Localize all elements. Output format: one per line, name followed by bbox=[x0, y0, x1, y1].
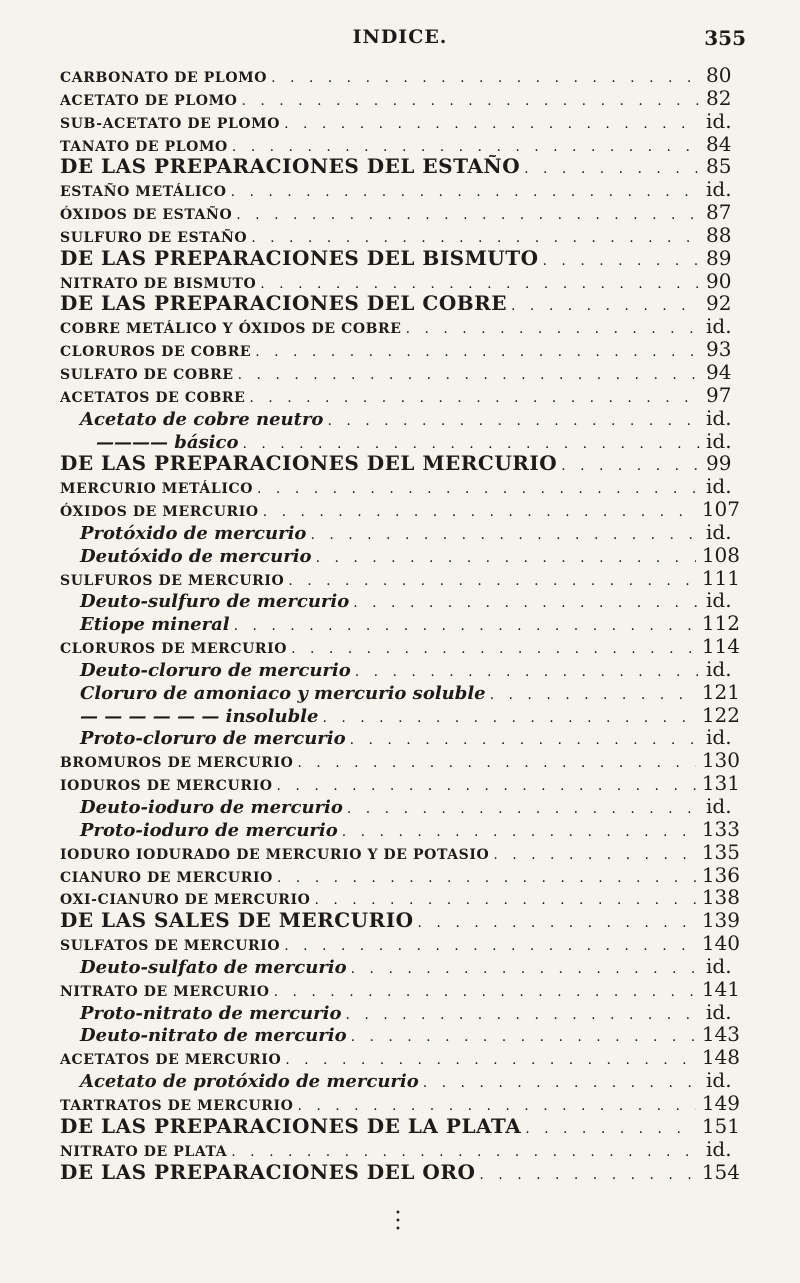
dot-leader bbox=[256, 273, 700, 293]
toc-entry bbox=[60, 818, 740, 841]
dot-leader bbox=[306, 524, 700, 544]
toc-entry bbox=[60, 681, 740, 704]
toc-entry-title: CLORUROS DE MERCURIO bbox=[60, 641, 288, 658]
dot-leader bbox=[507, 295, 700, 315]
dot-leader bbox=[237, 90, 700, 110]
toc-entry bbox=[60, 1138, 740, 1161]
dot-leader bbox=[521, 1118, 696, 1138]
toc-entry bbox=[60, 521, 740, 544]
dot-leader bbox=[557, 455, 700, 475]
dot-leader bbox=[520, 158, 700, 178]
toc-entry bbox=[60, 270, 740, 293]
dot-leader bbox=[227, 1141, 700, 1161]
toc-entry-page: 151 bbox=[701, 1114, 740, 1138]
toc-entry-page: id. bbox=[706, 475, 732, 499]
toc-entry-title: DE LAS PREPARACIONES DE LA PLATA bbox=[60, 1114, 522, 1138]
toc-entry bbox=[60, 932, 740, 955]
toc-entry bbox=[60, 955, 740, 978]
toc-entry bbox=[60, 841, 740, 864]
toc-entry-title: ESTAÑO METÁLICO bbox=[60, 184, 227, 201]
toc-entry-page: 114 bbox=[701, 635, 740, 658]
toc-entry bbox=[60, 1023, 740, 1046]
toc-entry-page: 133 bbox=[701, 817, 740, 841]
dot-leader bbox=[341, 1004, 700, 1024]
toc-entry-page: id. bbox=[706, 520, 732, 544]
dot-leader bbox=[280, 935, 696, 955]
dot-leader bbox=[227, 181, 700, 201]
toc-entry-page: 94 bbox=[706, 360, 732, 384]
toc-entry-page: 135 bbox=[701, 840, 740, 864]
toc-entry bbox=[60, 452, 740, 475]
toc-entry bbox=[60, 1161, 740, 1184]
toc-entry-title: NITRATO DE BISMUTO bbox=[60, 275, 257, 292]
toc-entry bbox=[60, 315, 740, 338]
toc-entry bbox=[60, 1001, 740, 1024]
toc-entry-title: Acetato de cobre neutro bbox=[80, 408, 324, 430]
toc-entry-page: 107 bbox=[701, 498, 740, 521]
toc-entry-title: CIANURO DE MERCURIO bbox=[60, 869, 273, 886]
toc-entry-page: 97 bbox=[706, 383, 732, 407]
toc-entry bbox=[60, 224, 740, 247]
toc-entry bbox=[60, 704, 740, 727]
toc-entry-title: COBRE METÁLICO Y ÓXIDOS DE COBRE bbox=[60, 321, 402, 338]
dot-leader bbox=[253, 478, 700, 498]
dot-leader bbox=[310, 889, 695, 909]
toc-entry-page: 82 bbox=[706, 86, 732, 110]
toc-entry bbox=[60, 795, 740, 818]
toc-entry bbox=[60, 155, 740, 178]
toc-entry-title: Cloruro de amoniaco y mercurio soluble bbox=[80, 682, 486, 704]
toc-entry-title: Deuto-cloruro de mercurio bbox=[80, 659, 351, 681]
toc-entry-page: 112 bbox=[701, 612, 740, 636]
toc-entry-page: id. bbox=[706, 315, 732, 339]
toc-entry-page: 80 bbox=[706, 64, 732, 87]
toc-entry bbox=[60, 133, 740, 156]
dot-leader bbox=[414, 912, 696, 932]
dot-leader bbox=[228, 136, 700, 156]
toc-entry-title: CARBONATO DE PLOMO bbox=[60, 70, 268, 86]
dot-leader bbox=[232, 204, 700, 224]
toc-entry-title: MERCURIO METÁLICO bbox=[60, 481, 254, 498]
toc-entry bbox=[60, 361, 740, 384]
toc-entry-page: 136 bbox=[701, 863, 740, 887]
toc-entry-page: id. bbox=[706, 954, 732, 978]
toc-entry-title: SULFUROS DE MERCURIO bbox=[60, 572, 285, 589]
toc-entry bbox=[60, 567, 740, 590]
toc-entry bbox=[60, 498, 740, 521]
toc-entry bbox=[60, 407, 740, 430]
dot-leader bbox=[293, 752, 695, 772]
dot-leader bbox=[419, 1072, 700, 1092]
toc-entry-page: 89 bbox=[706, 246, 732, 270]
dot-leader bbox=[475, 1164, 695, 1184]
toc-entry-title: DE LAS SALES DE MERCURIO bbox=[60, 909, 414, 933]
toc-entry bbox=[60, 772, 740, 795]
dot-leader bbox=[230, 615, 696, 635]
toc-entry-title: NITRATO DE PLATA bbox=[60, 1143, 228, 1160]
toc-entry bbox=[60, 612, 740, 635]
dot-leader bbox=[259, 501, 696, 521]
toc-entry bbox=[60, 64, 740, 87]
toc-entry-title: SULFATOS DE MERCURIO bbox=[60, 938, 281, 955]
toc-entry-title: Proto-ioduro de mercurio bbox=[80, 819, 338, 841]
toc-entry-title: BROMUROS DE MERCURIO bbox=[60, 755, 294, 772]
toc-entry bbox=[60, 544, 740, 567]
toc-entry-title: ———— básico bbox=[96, 431, 239, 453]
toc-entry-title: OXI-CIANURO DE MERCURIO bbox=[60, 892, 311, 909]
toc-entry bbox=[60, 1069, 740, 1092]
toc-entry-page: 154 bbox=[701, 1160, 740, 1184]
toc-entry-page: 121 bbox=[701, 680, 740, 704]
toc-entry-title: ÓXIDOS DE ESTAÑO bbox=[60, 207, 233, 224]
page-number: 355 bbox=[704, 26, 746, 50]
toc-entry-page: id. bbox=[706, 589, 732, 613]
toc-entry bbox=[60, 110, 740, 133]
toc-entry-title: DE LAS PREPARACIONES DEL MERCURIO bbox=[60, 452, 558, 476]
toc-entry bbox=[60, 292, 740, 315]
dot-leader bbox=[273, 867, 696, 887]
toc-entry-page: id. bbox=[706, 1137, 732, 1161]
toc-entry-page: id. bbox=[706, 1000, 732, 1024]
toc-entry bbox=[60, 749, 740, 772]
toc-entry-page: 122 bbox=[701, 703, 740, 727]
toc-entry-page: 138 bbox=[701, 886, 740, 910]
dot-leader bbox=[287, 638, 696, 658]
toc-entry bbox=[60, 201, 740, 224]
toc-entry-page: 149 bbox=[701, 1091, 740, 1115]
toc-entry-page: id. bbox=[706, 726, 732, 750]
dot-leader bbox=[349, 592, 700, 612]
toc-entry-title: DE LAS PREPARACIONES DEL ESTAÑO bbox=[60, 155, 521, 179]
toc-entry-page: 148 bbox=[701, 1046, 740, 1070]
toc-entry bbox=[60, 658, 740, 681]
toc-entry-title: ÓXIDOS DE MERCURIO bbox=[60, 504, 259, 521]
toc-entry-page: 141 bbox=[701, 977, 740, 1001]
toc-entry-title: Deuto-sulfuro de mercurio bbox=[80, 591, 350, 613]
toc-entry-page: 88 bbox=[706, 223, 732, 247]
toc-entry-page: id. bbox=[706, 406, 732, 430]
toc-entry bbox=[60, 475, 740, 498]
toc-entry-page: 99 bbox=[706, 452, 732, 476]
dot-leader bbox=[351, 661, 700, 681]
toc-entry-title: Deuto-ioduro de mercurio bbox=[80, 797, 343, 818]
dot-leader bbox=[338, 821, 696, 841]
toc-entry-title: ACETATOS DE MERCURIO bbox=[60, 1052, 282, 1069]
toc-entry bbox=[60, 178, 740, 201]
toc-entry-page: 85 bbox=[706, 155, 732, 179]
toc-entry bbox=[60, 886, 740, 909]
toc-entry-title: SULFURO DE ESTAÑO bbox=[60, 229, 248, 246]
toc-entry bbox=[60, 978, 740, 1001]
toc-entry-title: TARTRATOS DE MERCURIO bbox=[60, 1097, 294, 1114]
toc-entry-page: 131 bbox=[701, 772, 740, 795]
toc-entry bbox=[60, 589, 740, 612]
toc-entry-title: — — — — — — insoluble bbox=[80, 705, 319, 727]
dot-leader bbox=[267, 67, 700, 87]
toc-entry bbox=[60, 909, 740, 932]
toc-entry bbox=[60, 384, 740, 407]
page-header bbox=[60, 26, 746, 56]
toc-entry-page: id. bbox=[706, 178, 732, 202]
table-of-contents bbox=[60, 64, 740, 1183]
dot-leader bbox=[238, 433, 700, 453]
toc-entry-title: DE LAS PREPARACIONES DEL BISMUTO bbox=[60, 246, 539, 270]
toc-entry bbox=[60, 247, 740, 270]
toc-entry bbox=[60, 1046, 740, 1069]
dot-leader bbox=[245, 387, 700, 407]
toc-entry-title: Etiope mineral bbox=[80, 614, 230, 636]
dot-leader bbox=[347, 958, 700, 978]
toc-entry bbox=[60, 1115, 740, 1138]
dot-leader bbox=[247, 227, 700, 247]
toc-entry-title: CLORUROS DE COBRE bbox=[60, 344, 252, 361]
toc-entry bbox=[60, 635, 740, 658]
toc-entry-page: id. bbox=[706, 429, 732, 453]
dot-leader bbox=[486, 684, 696, 704]
toc-entry-page: id. bbox=[706, 795, 732, 818]
dot-leader bbox=[347, 1026, 696, 1046]
toc-entry-title: Proto-cloruro de mercurio bbox=[80, 728, 346, 750]
toc-entry bbox=[60, 1092, 740, 1115]
dot-leader bbox=[273, 775, 696, 795]
toc-entry bbox=[60, 87, 740, 110]
toc-entry-title: Proto-nitrato de mercurio bbox=[80, 1002, 342, 1024]
dot-leader bbox=[343, 798, 700, 818]
toc-entry-page: 140 bbox=[701, 932, 740, 955]
printer-mark: • • • bbox=[395, 1208, 401, 1235]
dot-leader bbox=[234, 364, 700, 384]
toc-entry-page: id. bbox=[706, 657, 732, 681]
toc-entry-page: 92 bbox=[706, 292, 732, 316]
toc-entry-page: id. bbox=[706, 109, 732, 133]
toc-entry-title: Acetato de protóxido de mercurio bbox=[80, 1071, 419, 1092]
toc-entry bbox=[60, 864, 740, 887]
toc-entry-title: Deutóxido de mercurio bbox=[80, 545, 312, 567]
toc-entry-title: NITRATO DE MERCURIO bbox=[60, 983, 270, 1000]
toc-entry-page: 87 bbox=[706, 201, 732, 224]
toc-entry-page: 130 bbox=[701, 749, 740, 773]
dot-leader bbox=[539, 250, 700, 270]
toc-entry-title: SULFATO DE COBRE bbox=[60, 366, 234, 383]
toc-entry bbox=[60, 430, 740, 453]
toc-entry bbox=[60, 726, 740, 749]
dot-leader bbox=[323, 410, 700, 430]
toc-entry-title: Deuto-sulfato de mercurio bbox=[80, 956, 347, 978]
dot-leader bbox=[489, 844, 695, 864]
toc-entry-title: Deuto-nitrato de mercurio bbox=[80, 1025, 347, 1047]
dot-leader bbox=[346, 729, 700, 749]
toc-entry bbox=[60, 338, 740, 361]
toc-entry-title: Protóxido de mercurio bbox=[80, 522, 307, 544]
toc-entry-page: id. bbox=[706, 1069, 732, 1092]
dot-leader bbox=[293, 1095, 695, 1115]
dot-leader bbox=[318, 707, 695, 727]
toc-entry-page: 111 bbox=[701, 566, 740, 590]
toc-entry-title: ACETATO DE PLOMO bbox=[60, 92, 238, 109]
toc-entry-page: 93 bbox=[706, 338, 732, 361]
dot-leader bbox=[402, 318, 700, 338]
toc-entry-title: SUB-ACETATO DE PLOMO bbox=[60, 115, 281, 132]
toc-entry-title: IODUROS DE MERCURIO bbox=[60, 778, 273, 795]
dot-leader bbox=[280, 113, 700, 133]
toc-entry-page: 90 bbox=[706, 269, 732, 293]
running-title: INDICE. bbox=[352, 26, 448, 48]
toc-entry-title: DE LAS PREPARACIONES DEL COBRE bbox=[60, 292, 508, 316]
dot-leader bbox=[270, 981, 696, 1001]
dot-leader bbox=[251, 341, 700, 361]
dot-leader bbox=[284, 570, 695, 590]
toc-entry-title: TANATO DE PLOMO bbox=[60, 138, 228, 155]
toc-entry-page: 84 bbox=[706, 132, 732, 156]
toc-entry-page: 139 bbox=[701, 909, 740, 933]
dot-leader bbox=[312, 547, 696, 567]
dot-leader bbox=[281, 1049, 696, 1069]
toc-entry-title: ACETATOS DE COBRE bbox=[60, 389, 246, 406]
toc-entry-page: 143 bbox=[701, 1023, 740, 1047]
toc-entry-title: DE LAS PREPARACIONES DEL ORO bbox=[60, 1160, 476, 1184]
toc-entry-page: 108 bbox=[701, 543, 740, 567]
toc-entry-title: IODURO IODURADO DE MERCURIO Y DE POTASIO bbox=[60, 846, 490, 863]
